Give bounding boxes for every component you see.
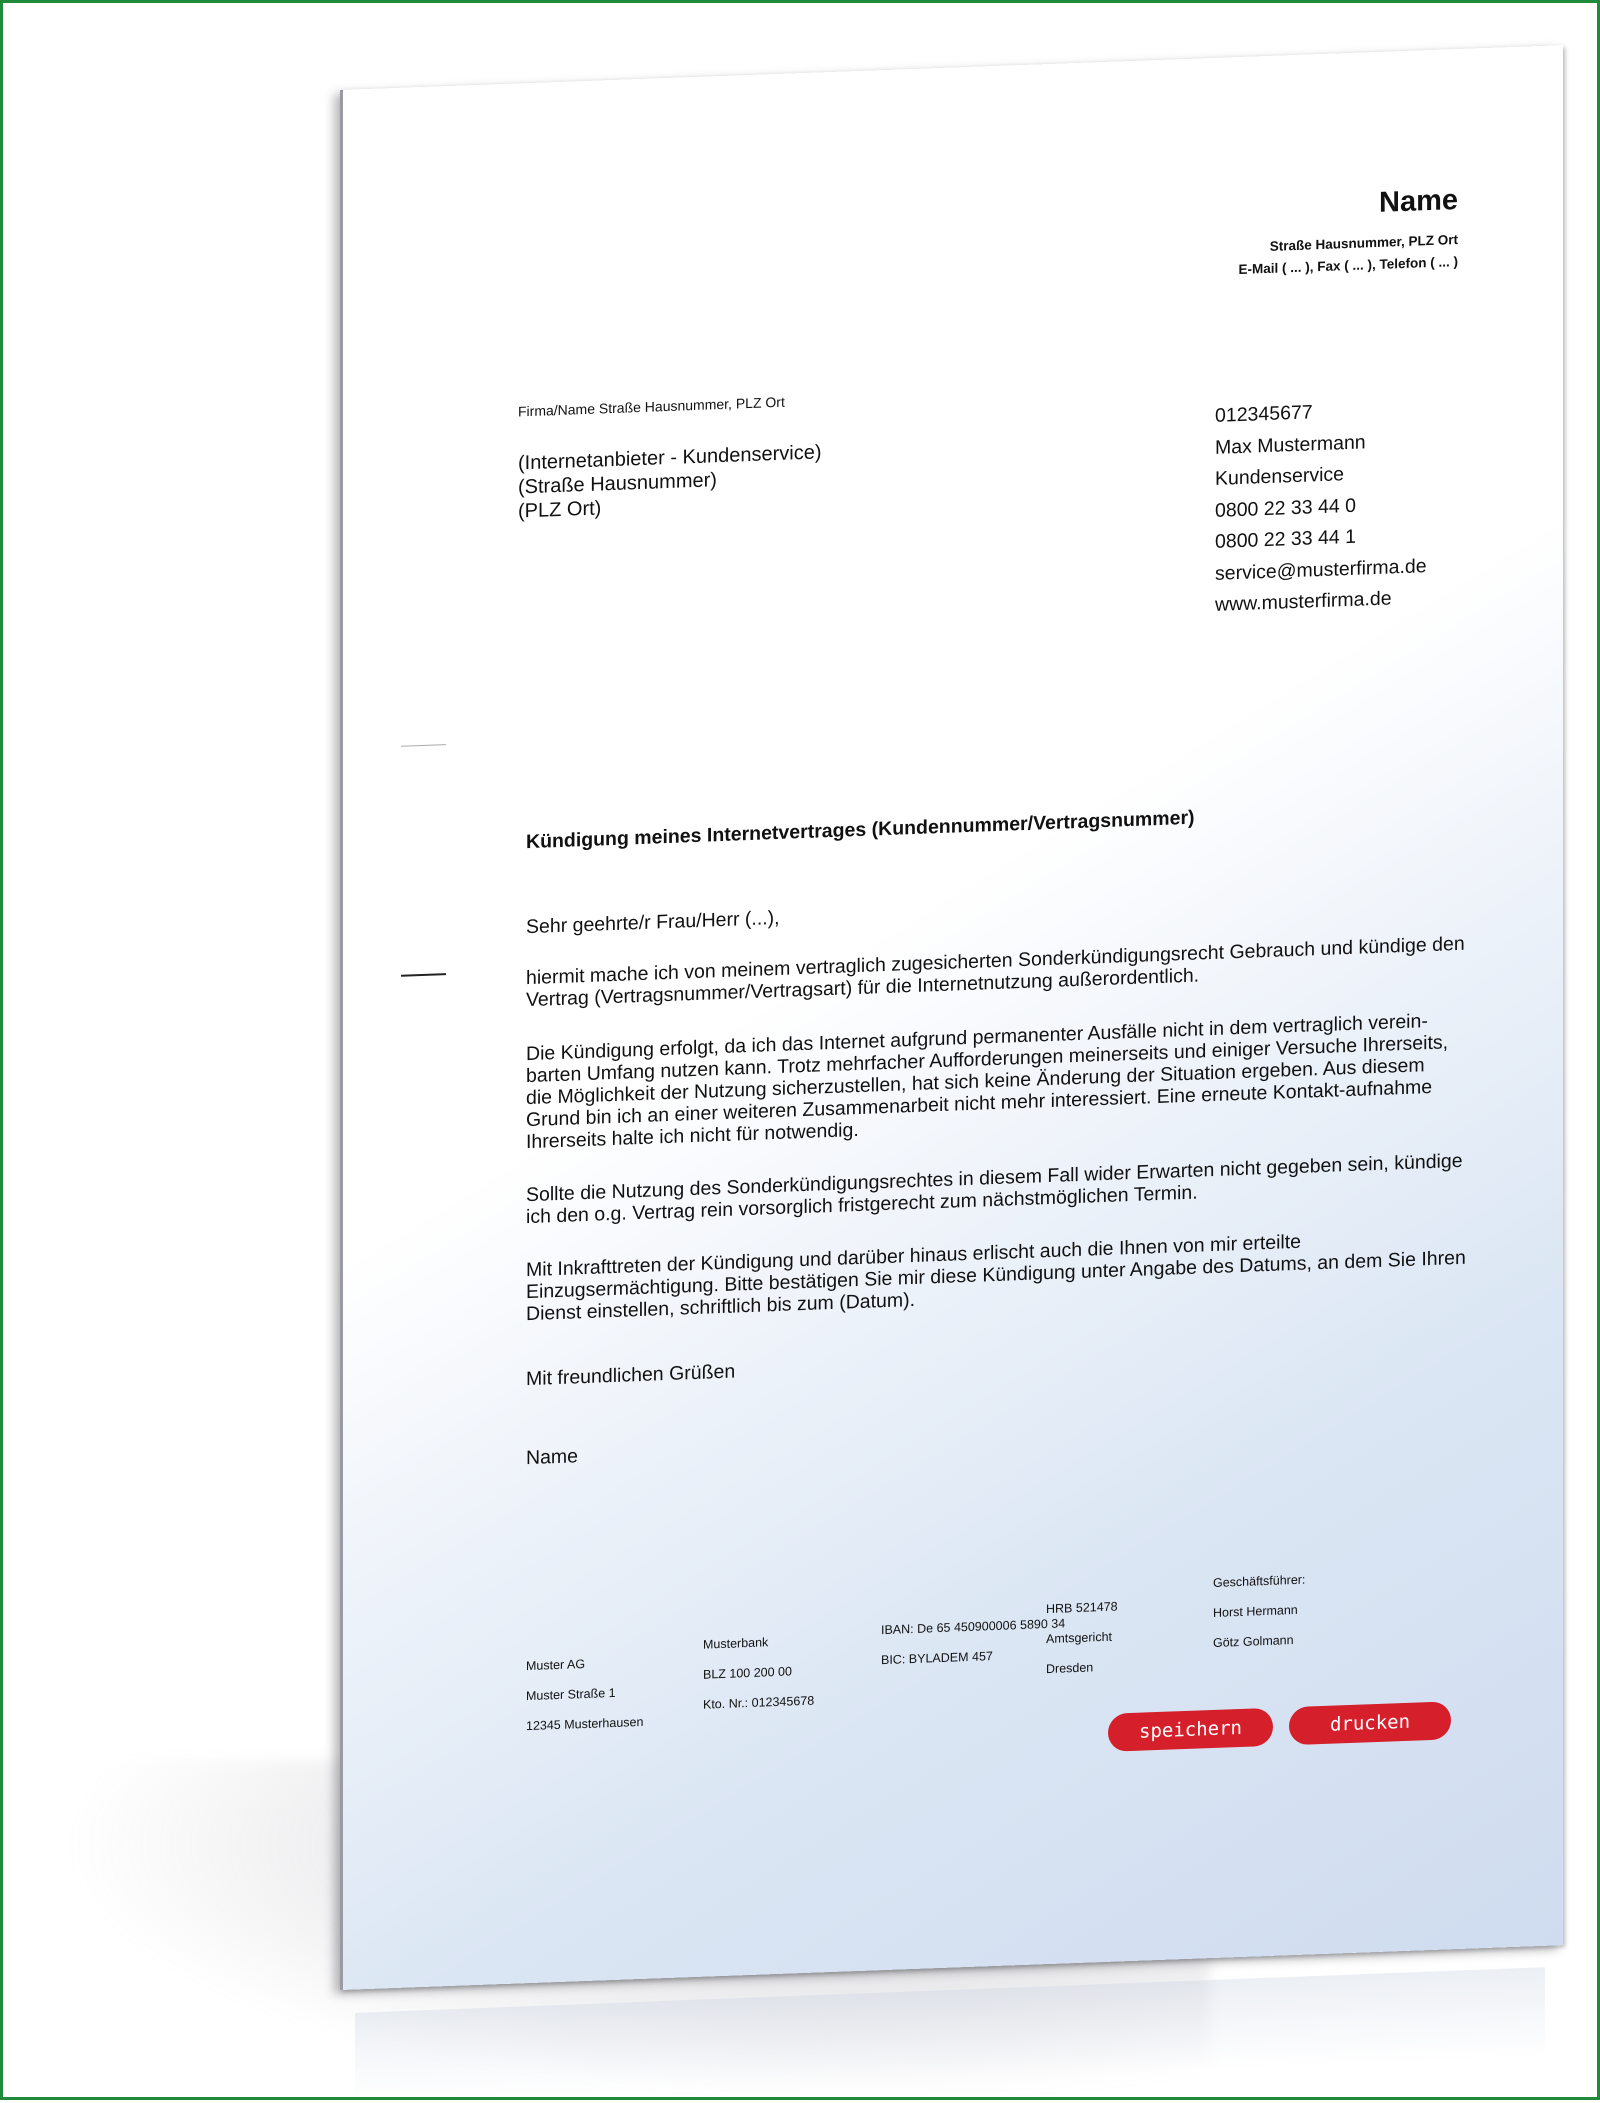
footer-line: Muster AG bbox=[526, 1657, 586, 1674]
footer-line: 12345 Musterhausen bbox=[526, 1714, 644, 1734]
letter-paragraph: Sollte die Nutzung des Sonderkündigungsrechtes in diesem Fall wider Erwarten nicht gegeben sein, kündige ich den o.g. Vertrag rein vorsorglich fristgerecht zum nächstmöglichen Termin. bbox=[526, 1149, 1463, 1229]
letterhead-address: Straße Hausnummer, PLZ Ort bbox=[1269, 232, 1458, 254]
footer-line: Dresden bbox=[1046, 1660, 1094, 1677]
return-address: Firma/Name Straße Hausnummer, PLZ Ort bbox=[518, 393, 785, 420]
letter-closing: Mit freundlichen Grüßen bbox=[526, 1360, 736, 1391]
fold-mark bbox=[401, 744, 446, 747]
footer-register bbox=[1046, 1591, 1118, 1684]
punch-mark bbox=[401, 973, 446, 977]
letter-paragraph: hiermit mache ich von meinem vertraglich zugesicherten Sonderkündigungsrecht Gebrauch und kündige den Vertrag (Vertragsnummer/Vertragsart) für die Internetnutzung außerordentlich. bbox=[526, 932, 1465, 1012]
recipient-line: (PLZ Ort) bbox=[518, 497, 602, 523]
footer-line: BIC: BYLADEM 457 bbox=[881, 1649, 993, 1668]
letter-greeting: Sehr geehrte/r Frau/Herr (...), bbox=[526, 906, 780, 939]
footer-line: Kto. Nr.: 012345678 bbox=[703, 1693, 815, 1712]
letter-signature: Name bbox=[526, 1445, 579, 1470]
letterhead-contact: E-Mail ( ... ), Fax ( ... ), Telefon ( ... ) bbox=[1238, 254, 1458, 278]
recipient-address bbox=[518, 440, 822, 523]
footer-line: IBAN: De 65 450900006 5890 34 bbox=[881, 1616, 1066, 1638]
letter-subject: Kündigung meines Internetvertrages (Kundennummer/Vertragsnummer) bbox=[526, 806, 1195, 854]
contact-fax: 0800 22 33 44 1 bbox=[1215, 525, 1356, 553]
footer-line: Geschäftsführer: bbox=[1213, 1572, 1306, 1590]
contact-block bbox=[1215, 393, 1427, 621]
letter-document bbox=[340, 45, 1563, 1990]
contact-web: www.musterfirma.de bbox=[1215, 587, 1392, 616]
footer-line: HRB 521478 bbox=[1046, 1599, 1118, 1617]
save-button[interactable]: speichern bbox=[1108, 1708, 1273, 1752]
contact-email: service@musterfirma.de bbox=[1215, 554, 1427, 585]
footer-management bbox=[1213, 1565, 1305, 1658]
footer-line: Musterbank bbox=[703, 1635, 769, 1652]
footer-company bbox=[526, 1647, 643, 1741]
recipient-line: (Internetanbieter - Kundenservice) bbox=[518, 441, 822, 475]
footer-bank bbox=[703, 1626, 814, 1720]
footer-line: Amtsgericht bbox=[1046, 1629, 1112, 1647]
footer-line: BLZ 100 200 00 bbox=[703, 1664, 792, 1682]
footer-iban bbox=[881, 1608, 1065, 1675]
letter-paragraph: Mit Inkrafttreten der Kündigung und darüber hinaus erlischt auch die Ihnen von mir erteilte Einzugsermächtigung. Bitte bestätigen Sie mir diese Kündigung unter Angabe des Datums, an dem Sie Ihren Dienst einstellen, schriftlich bis zum (Datum). bbox=[526, 1230, 1466, 1326]
contact-phone: 0800 22 33 44 0 bbox=[1215, 494, 1356, 522]
recipient-line: (Straße Hausnummer) bbox=[518, 469, 717, 499]
footer-line: Horst Hermann bbox=[1213, 1602, 1298, 1620]
footer-line: Götz Golmann bbox=[1213, 1633, 1294, 1650]
letter-paragraph: Die Kündigung erfolgt, da ich das Internet aufgrund permanenter Ausfälle nicht in dem vertraglich verein-barten Umfang nutzen kann. Trotz mehrfacher Aufforderungen meinerseits und einiger Versuche Ihrerseits, die Möglichkeit der Nutzung sicherzustellen, hat sich keine Änderung der Situation ergeben. Aus diesem Grund bin ich an einer weiteren Zusammenarbeit nicht mehr interessiert. Eine erneute Kontakt-aufnahme Ihrerseits halte ich nicht für notwendig. bbox=[526, 1010, 1449, 1154]
print-button[interactable]: drucken bbox=[1289, 1701, 1451, 1745]
footer-line: Muster Straße 1 bbox=[526, 1685, 616, 1704]
contact-number: 012345677 bbox=[1215, 401, 1313, 427]
contact-department: Kundenservice bbox=[1215, 463, 1344, 490]
letterhead-name: Name bbox=[1379, 184, 1458, 219]
contact-person: Max Mustermann bbox=[1215, 430, 1366, 459]
